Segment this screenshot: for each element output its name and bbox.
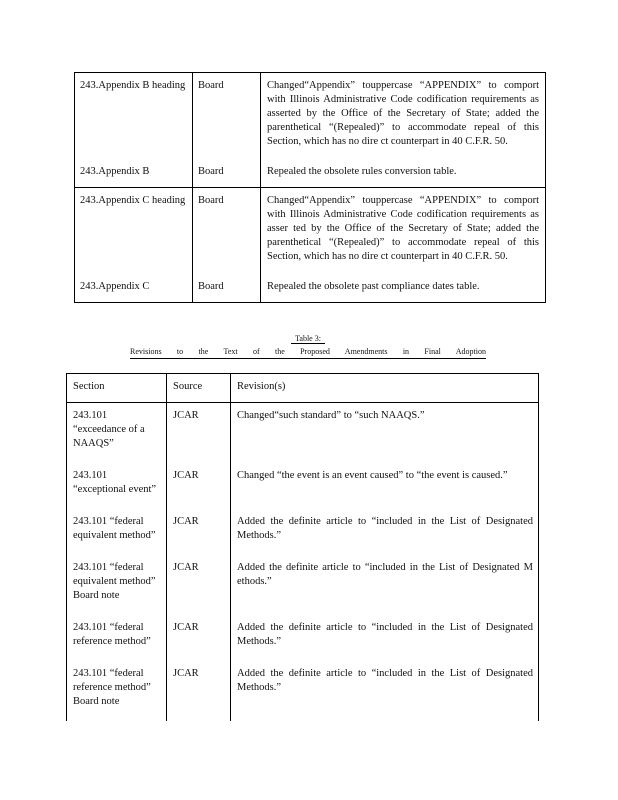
- source-cell: JCAR: [167, 661, 231, 721]
- section-cell: 243.101 “federal reference method” Board note: [67, 661, 167, 721]
- section-cell: 243.101 “exceedance of a NAAQS”: [67, 403, 167, 464]
- column-header-source: Source: [167, 374, 231, 403]
- table-row: [67, 463, 539, 509]
- section-cell: 243.Appendix C heading: [75, 188, 193, 269]
- revision-cell: Added the definite article to “included in the List of Designated Methods.”: [237, 516, 533, 541]
- source-cell: Board: [193, 73, 261, 154]
- section-cell: 243.101 “federal reference method”: [67, 615, 167, 661]
- table-number: Table 3:: [291, 334, 325, 344]
- source-cell: Board: [193, 268, 261, 303]
- revision-cell: Changed“Appendix” touppercase “APPENDIX” to comport with Illinois Administrative Code codification requirements as asserted by the Office of the Secretary of State; added the parenthetical “(Repealed)” to accommodate repeal of this Section, which has no dire ct counterpart in 40 C.F.R. 50.: [267, 80, 539, 147]
- table-row: [67, 555, 539, 615]
- column-header-section: Section: [67, 374, 167, 403]
- table-row: [75, 268, 546, 303]
- revisions-table-continued: [74, 72, 546, 303]
- final-adoption-revisions-table: [66, 373, 539, 721]
- table-row: [75, 73, 546, 154]
- table-row: [67, 661, 539, 721]
- section-cell: 243.Appendix B heading: [75, 73, 193, 154]
- table-caption-title: Revisions to the Text of the Proposed Amendments in Final Adoption: [130, 346, 486, 359]
- revision-cell: Repealed the obsolete rules conversion table.: [261, 153, 546, 188]
- section-cell: 243.101 “federal equivalent method” Board note: [67, 555, 167, 615]
- revision-cell: Added the definite article to “included in the List of Designated Methods.”: [237, 668, 533, 693]
- column-header-revision: Revision(s): [231, 374, 539, 403]
- section-cell: 243.Appendix B: [75, 153, 193, 188]
- revision-cell: Changed “the event is an event caused” to “the event is caused.”: [237, 470, 508, 481]
- table-row: [67, 403, 539, 464]
- table-caption-label: [130, 333, 486, 345]
- revision-cell: Added the definite article to “included in the List of Designated Methods.”: [237, 622, 533, 647]
- section-cell: 243.101 “exceptional event”: [67, 463, 167, 509]
- source-cell: JCAR: [167, 463, 231, 509]
- section-cell: 243.101 “federal equivalent method”: [67, 509, 167, 555]
- source-cell: JCAR: [167, 615, 231, 661]
- revision-cell: Changed“such standard” to “such NAAQS.”: [237, 410, 425, 421]
- source-cell: Board: [193, 188, 261, 269]
- revision-cell: Changed“Appendix” touppercase “APPENDIX” to comport with Illinois Administrative Code codification requirements as asser ted by the Office of the Secretary of State; added the parenthetical “(Repealed)” to accommodate repeal of this Section, which has no dire ct counterpart in 40 C.F.R. 50.: [267, 195, 539, 262]
- table-row: [75, 153, 546, 188]
- source-cell: JCAR: [167, 403, 231, 464]
- revision-cell: Repealed the obsolete past compliance dates table.: [267, 281, 480, 292]
- header-row: [67, 374, 539, 403]
- table-row: [75, 188, 546, 269]
- table-row: [67, 615, 539, 661]
- section-cell: 243.Appendix C: [75, 268, 193, 303]
- table-row: [67, 509, 539, 555]
- source-cell: Board: [193, 153, 261, 188]
- source-cell: JCAR: [167, 509, 231, 555]
- source-cell: JCAR: [167, 555, 231, 615]
- revision-cell: Added the definite article to “included in the List of Designated M ethods.”: [237, 562, 533, 587]
